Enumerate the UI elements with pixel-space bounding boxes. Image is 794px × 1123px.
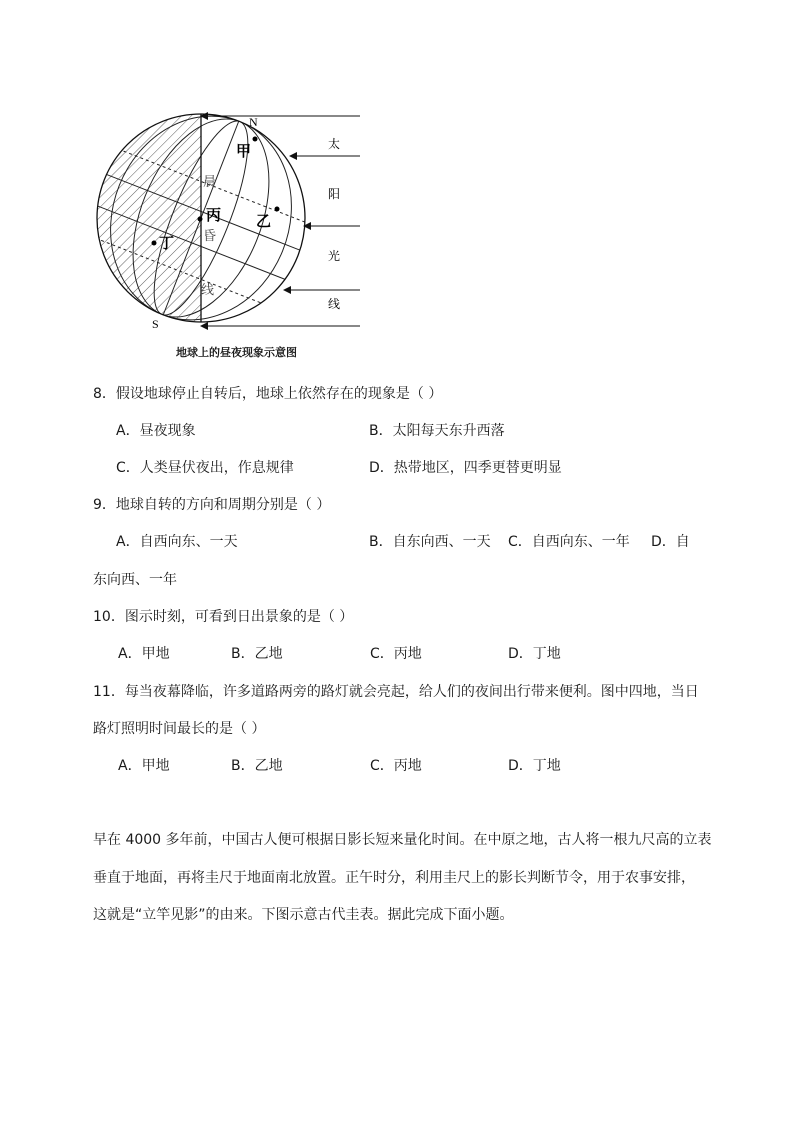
q11-option-c: C．丙地 — [370, 758, 422, 774]
q8-option-c: C．人类昼伏夜出，作息规律 — [116, 460, 294, 476]
q10-option-a: A．甲地 — [118, 646, 170, 662]
label-sun-1: 太 — [328, 137, 341, 151]
label-sun-4: 线 — [328, 297, 341, 311]
passage-line-3: 这就是“立竿见影”的由来。下图示意古代圭表。据此完成下面小题。 — [93, 907, 514, 923]
q8-option-b: B．太阳每天东升西落 — [369, 423, 505, 439]
q9-option-d-continued: 东向西、一年 — [93, 572, 177, 588]
earth-day-night-diagram — [90, 108, 370, 333]
q8-option-d: D．热带地区，四季更替更明显 — [369, 460, 562, 476]
point-jia — [253, 137, 258, 142]
earth-diagram-svg — [90, 108, 370, 333]
point-bing — [198, 217, 203, 222]
q11-option-d: D．丁地 — [508, 758, 561, 774]
question-8-stem: 8．假设地球停止自转后，地球上依然存在的现象是（ ） — [93, 386, 443, 402]
question-10-stem: 10．图示时刻，可看到日出景象的是（ ） — [93, 609, 354, 625]
point-ding — [152, 241, 157, 246]
label-terminator-1: 晨 — [203, 175, 217, 190]
passage-line-1: 早在 4000 多年前，中国古人便可根据日影长短来量化时间。在中原之地，古人将一根九尺高的立表 — [93, 832, 712, 848]
passage-line-2: 垂直于地面，再将圭尺于地面南北放置。正午时分，利用圭尺上的影长判断节令，用于农事安排， — [93, 870, 695, 886]
label-yi: 乙 — [256, 212, 272, 230]
night-side-hatch — [90, 108, 201, 333]
label-ding: 丁 — [159, 234, 175, 252]
q9-option-c: C．自西向东、一年 — [508, 534, 630, 550]
q9-option-a: A．自西向东、一天 — [116, 534, 238, 550]
question-9-stem: 9．地球自转的方向和周期分别是（ ） — [93, 497, 331, 513]
question-11-stem-line1: 11．每当夜幕降临，许多道路两旁的路灯就会亮起，给人们的夜间出行带来便利。图中四地，当日 — [93, 684, 699, 700]
q11-option-b: B．乙地 — [231, 758, 283, 774]
q10-option-b: B．乙地 — [231, 646, 283, 662]
q11-option-a: A．甲地 — [118, 758, 170, 774]
question-11-stem-line2: 路灯照明时间最长的是（ ） — [93, 721, 266, 737]
label-south: S — [152, 317, 159, 331]
q9-option-b: B．自东向西、一天 — [369, 534, 491, 550]
label-terminator-2: 昏 — [203, 229, 217, 244]
label-sun-2: 阳 — [328, 187, 341, 201]
q10-option-d: D．丁地 — [508, 646, 561, 662]
label-north: N — [249, 115, 258, 129]
label-terminator-3: 线 — [201, 283, 215, 298]
label-bing: 丙 — [206, 206, 222, 224]
point-yi — [275, 207, 280, 212]
q9-option-d: D．自 — [651, 534, 690, 550]
label-jia: 甲 — [236, 142, 252, 160]
figure-caption: 地球上的昼夜现象示意图 — [176, 346, 297, 359]
q10-option-c: C．丙地 — [370, 646, 422, 662]
q8-option-a: A．昼夜现象 — [116, 423, 196, 439]
label-sun-3: 光 — [328, 249, 341, 263]
